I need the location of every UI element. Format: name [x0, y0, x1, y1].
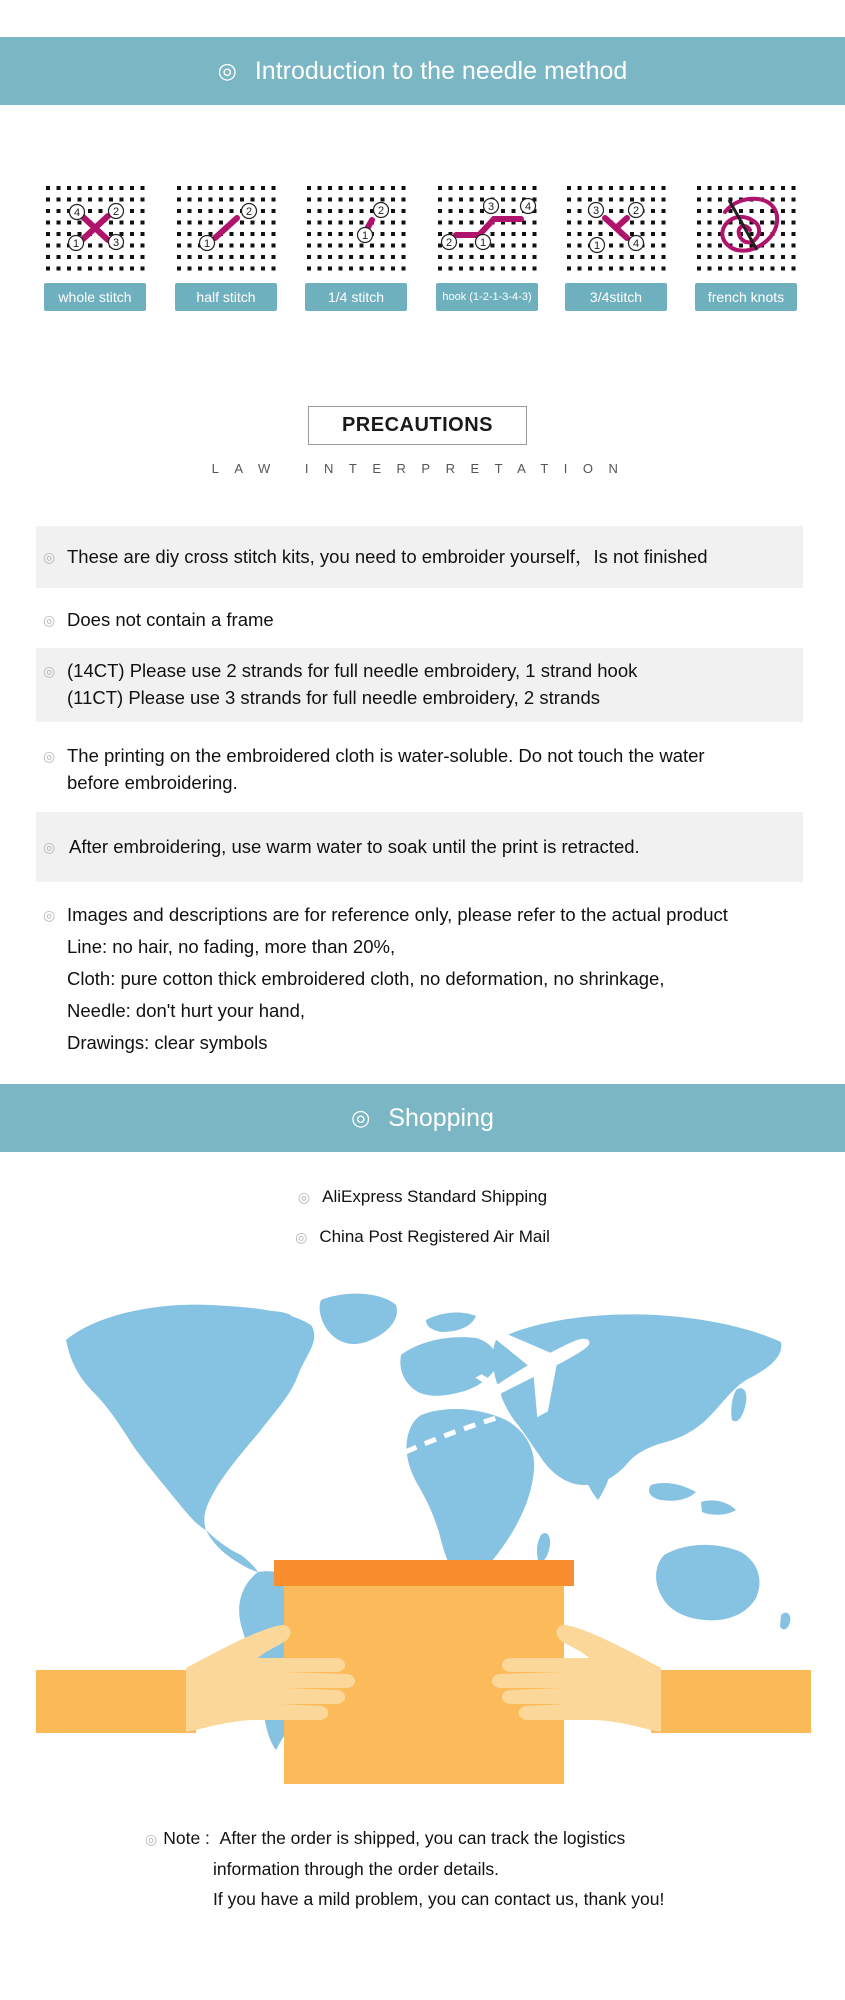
precautions-title: PRECAUTIONS: [308, 406, 527, 445]
precaution-text: [67, 899, 793, 1059]
ring-icon: ◎: [43, 839, 56, 855]
ring-icon: ◎: [351, 1105, 371, 1130]
stitch-grid: [305, 182, 407, 277]
precaution-item: [36, 526, 803, 588]
stitch-grid: [44, 182, 146, 277]
precaution-text: These are diy cross stitch kits, you need to embroider yourself，Is not finished: [67, 546, 708, 567]
stitch-step-number: 4: [73, 207, 81, 219]
left-sleeve: [36, 1670, 196, 1733]
stitch-diagram: [175, 182, 277, 305]
precaution-item: [36, 648, 803, 722]
precaution-line: before embroidering.: [67, 772, 238, 793]
stitch-label: french knots: [695, 283, 797, 311]
ring-icon: ◎: [295, 1229, 308, 1245]
stitch-step-number: 1: [479, 237, 487, 249]
shipping-note: [145, 1823, 664, 1914]
ring-icon: ◎: [43, 612, 56, 628]
stitch-step-number: 1: [593, 240, 601, 252]
stitch-label: half stitch: [175, 283, 277, 311]
stitch-step-number: 1: [361, 230, 369, 242]
stitch-step-number: 2: [445, 237, 453, 249]
precaution-line: (11CT) Please use 3 strands for full needle embroidery, 2 strands: [67, 687, 600, 708]
precaution-line: Cloth: pure cotton thick embroidered cloth, no deformation, no shrinkage,: [67, 968, 665, 989]
ring-icon: ◎: [43, 907, 56, 923]
note-line: If you have a mild problem, you can contact us, thank you!: [213, 1889, 665, 1909]
stitch-label: whole stitch: [44, 283, 146, 311]
note-label: Note :: [163, 1828, 210, 1848]
ring-icon: ◎: [43, 748, 56, 764]
stitch-step-number: 3: [487, 201, 495, 213]
ring-icon: ◎: [297, 1189, 311, 1205]
precaution-item: [36, 812, 803, 882]
precaution-line: Drawings: clear symbols: [67, 1032, 268, 1053]
stitch-step-number: 1: [72, 238, 80, 250]
intro-banner: [0, 37, 845, 105]
ring-icon: ◎: [43, 549, 56, 565]
precaution-text: [67, 657, 793, 711]
stitch-step-number: 2: [245, 206, 253, 218]
precaution-text: [67, 742, 793, 796]
stitch-grid: [565, 182, 667, 277]
stitch-step-number: 2: [112, 206, 120, 218]
stitch-step-number: 3: [592, 205, 600, 217]
ring-icon: ◎: [217, 58, 237, 83]
stitch-step-number: 4: [632, 238, 640, 250]
precaution-item: [36, 740, 803, 802]
precaution-text: Does not contain a frame: [67, 609, 274, 630]
stitch-diagram: [436, 182, 538, 303]
stitch-diagram: [305, 182, 407, 305]
stitch-grid: [695, 182, 797, 277]
stitch-step-number: 2: [632, 205, 640, 217]
precautions-subtitle: LAW INTERPRETATION: [211, 461, 634, 476]
shipping-method: [0, 1187, 845, 1207]
stitch-diagrams: [44, 182, 814, 317]
precaution-line: (14CT) Please use 2 strands for full needle embroidery, 1 strand hook: [67, 660, 638, 681]
stitch-grid: [175, 182, 277, 277]
stitch-diagram: [44, 182, 146, 305]
stitch-step-number: 1: [203, 238, 211, 250]
precaution-item: [36, 604, 803, 636]
stitch-step-number: 4: [524, 201, 532, 213]
note-line: After the order is shipped, you can track the logistics: [219, 1828, 626, 1848]
precaution-item: [36, 899, 803, 1059]
stitch-diagram: [565, 182, 667, 305]
shipping-method-label: AliExpress Standard Shipping: [322, 1187, 548, 1206]
right-sleeve: [651, 1670, 811, 1733]
shopping-banner: [0, 1084, 845, 1152]
stitch-grid: [436, 182, 538, 277]
stitch-label: 3/4stitch: [565, 283, 667, 311]
stitch-diagram: [695, 182, 797, 305]
precaution-line: Images and descriptions are for reference only, please refer to the actual product: [67, 904, 728, 925]
stitch-label: 1/4 stitch: [305, 283, 407, 311]
note-line: information through the order details.: [213, 1859, 499, 1879]
precaution-text: After embroidering, use warm water to soak until the print is retracted.: [69, 836, 640, 857]
stitch-step-number: 3: [112, 237, 120, 249]
shopping-title: Shopping: [388, 1103, 494, 1132]
precaution-line: Line: no hair, no fading, more than 20%,: [67, 936, 396, 957]
stitch-label: hook (1-2-1-3-4-3): [436, 283, 538, 311]
precaution-line: Needle: don't hurt your hand,: [67, 1000, 306, 1021]
world-map-delivery-illustration: [36, 1280, 811, 1785]
stitch-step-number: 2: [377, 205, 385, 217]
precaution-line: The printing on the embroidered cloth is water-soluble. Do not touch the water: [67, 745, 705, 766]
shipping-method: [0, 1227, 845, 1247]
intro-title: Introduction to the needle method: [254, 56, 628, 85]
ring-icon: ◎: [145, 1831, 158, 1847]
ring-icon: ◎: [43, 663, 56, 679]
shipping-method-label: China Post Registered Air Mail: [319, 1227, 550, 1246]
